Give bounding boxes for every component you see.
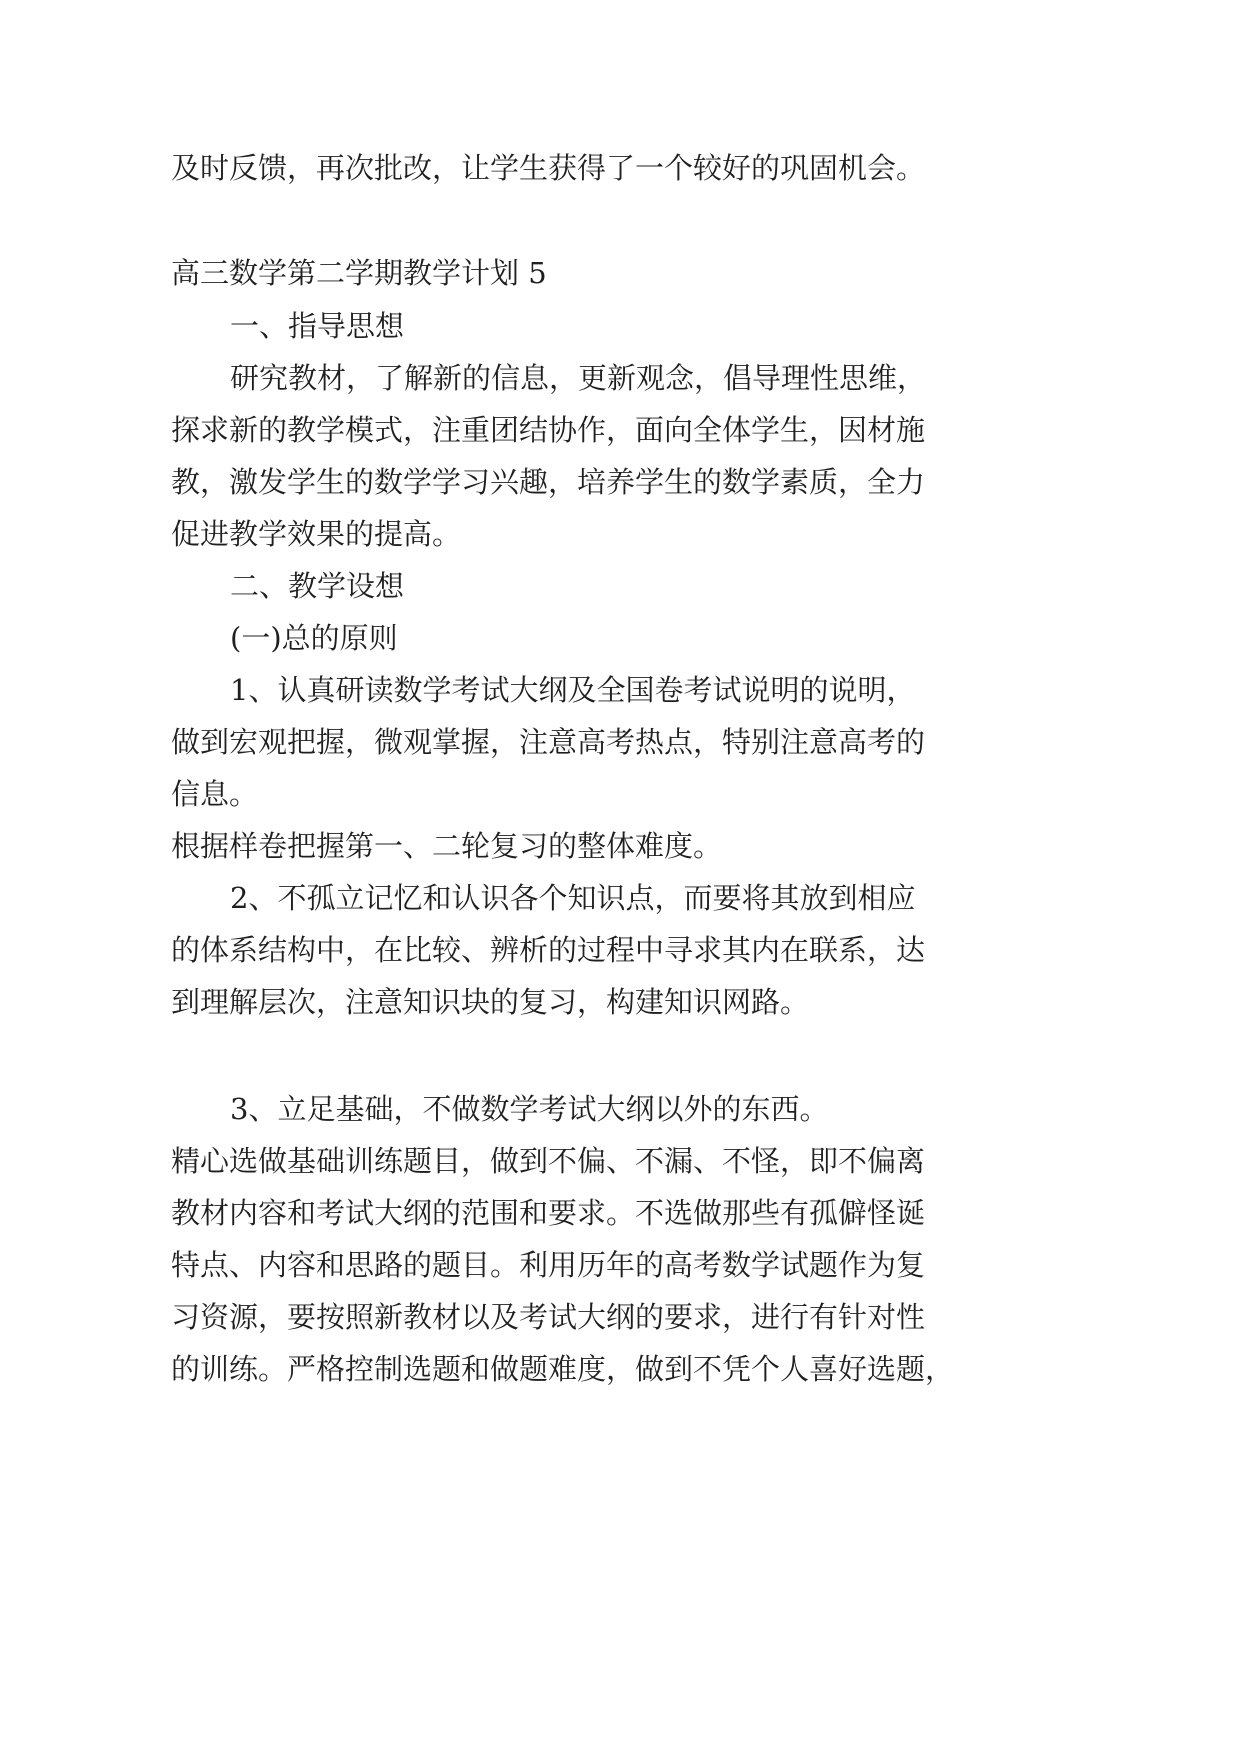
list-item-2-line: 2、不孤立记忆和认识各个知识点，而要将其放到相应 [230, 881, 916, 915]
paragraph-line: 研究教材，了解新的信息，更新观念，倡导理性思维， [230, 361, 927, 395]
section-title: 高三数学第二学期教学计划 5 [171, 256, 547, 290]
paragraph-line: 教，激发学生的数学学习兴趣，培养学生的数学素质，全力 [171, 465, 926, 499]
paragraph-line: 习资源，要按照新教材以及考试大纲的要求，进行有针对性 [171, 1300, 926, 1334]
paragraph-line: 特点、内容和思路的题目。利用历年的高考数学试题作为复 [171, 1248, 926, 1282]
paragraph-line: 到理解层次，注意知识块的复习，构建知识网路。 [171, 985, 810, 1019]
heading-guiding-thought: 一、指导思想 [230, 309, 405, 343]
subheading-principles: (一)总的原则 [230, 621, 398, 655]
paragraph-line: 根据样卷把握第一、二轮复习的整体难度。 [171, 829, 723, 863]
paragraph-line: 的体系结构中，在比较、辨析的过程中寻求其内在联系，达 [171, 933, 926, 967]
paragraph-line: 教材内容和考试大纲的范围和要求。不选做那些有孤僻怪诞 [171, 1196, 926, 1230]
paragraph-feedback-line: 及时反馈，再次批改，让学生获得了一个较好的巩固机会。 [171, 151, 926, 185]
paragraph-line: 促进教学效果的提高。 [171, 517, 462, 551]
paragraph-line: 探求新的教学模式，注重团结协作，面向全体学生，因材施 [171, 413, 926, 447]
list-item-3-line: 3、立足基础，不做数学考试大纲以外的东西。 [230, 1092, 829, 1126]
paragraph-line: 做到宏观把握，微观掌握，注意高考热点，特别注意高考的 [171, 725, 926, 759]
paragraph-line: 信息。 [171, 777, 259, 811]
list-item-1-line: 1、认真研读数学考试大纲及全国卷考试说明的说明， [230, 673, 916, 707]
heading-teaching-plan: 二、教学设想 [230, 569, 405, 603]
paragraph-line: 的训练。严格控制选题和做题难度，做到不凭个人喜好选题， [171, 1352, 955, 1386]
paragraph-line: 精心选做基础训练题目，做到不偏、不漏、不怪，即不偏离 [171, 1144, 926, 1178]
